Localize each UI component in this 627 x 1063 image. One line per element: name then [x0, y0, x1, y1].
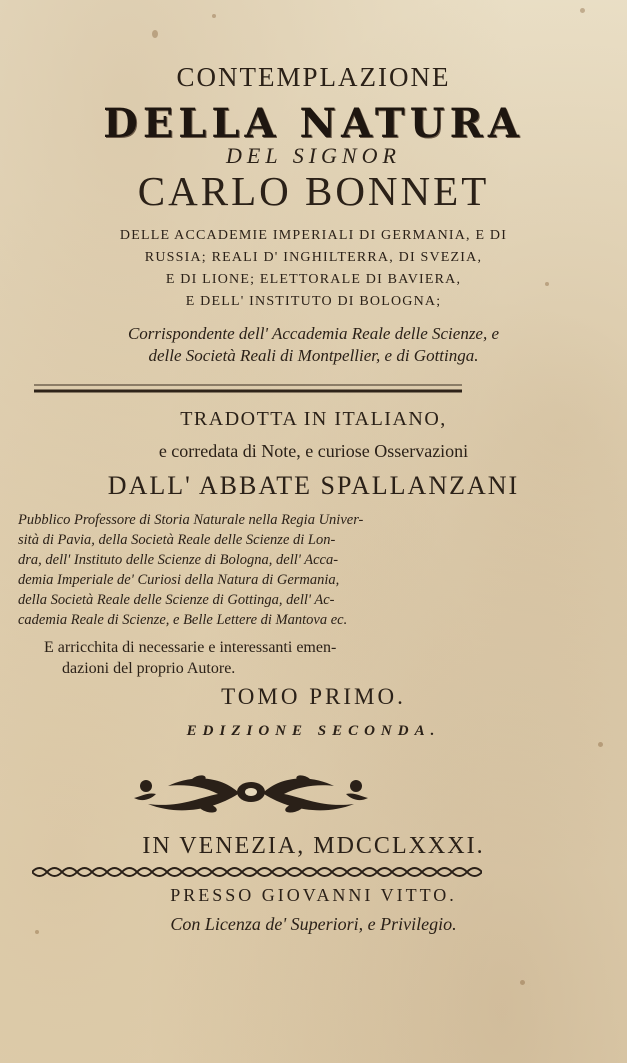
title-line-contemplazione: CONTEMPLAZIONE [176, 62, 451, 92]
translator-titles-line: demia Imperiale de' Curiosi della Natura di Germania, [18, 572, 340, 588]
place-and-year: IN VENEZIA, MDCCLXXXI. [142, 833, 485, 859]
foxing-spot [152, 30, 158, 38]
academies-line-3: E DI LIONE; ELETTORALE DI BAVIERA, [165, 272, 462, 287]
academies-line-4: E DELL' INSTITUTO DI BOLOGNA; [185, 294, 442, 309]
academies-line-2: RUSSIA; REALI D' INGHILTERRA, DI SVEZIA, [144, 250, 483, 265]
decorative-border-icon [32, 864, 482, 880]
volume-label: TOMO PRIMO. [221, 684, 406, 709]
enriched-paragraph [20, 637, 520, 679]
correspondent-line-2: delle Società Reali di Montpellier, e di Gottinga. [148, 346, 479, 365]
translator-titles-line: Pubblico Professore di Storia Naturale nella Regia Univer- [18, 512, 364, 528]
translator-titles-line: dra, dell' Instituto delle Scienze di Bologna, dell' Acca- [18, 552, 339, 568]
translator-name: DALL' ABBATE SPALLANZANI [107, 471, 520, 500]
floral-ornament-icon [128, 764, 374, 820]
enriched-line: dazioni del proprio Autore. [62, 660, 236, 677]
foxing-spot [598, 742, 603, 747]
double-rule-divider [34, 384, 462, 394]
foxing-spot [520, 980, 525, 985]
translator-titles-line: sità di Pavia, della Società Reale delle Scienze di Lon- [18, 532, 336, 548]
foxing-spot [212, 14, 216, 18]
translator-titles [18, 510, 518, 630]
publisher-line: PRESSO GIOVANNI VITTO. [170, 885, 457, 905]
academies-line-1: DELLE ACCADEMIE IMPERIALI DI GERMANIA, E DI [119, 228, 508, 243]
title-line-della-natura: DELLA NATURA [103, 100, 524, 147]
title-line-del-signor: DEL SIGNOR [226, 143, 401, 168]
author-name: CARLO BONNET [137, 168, 490, 214]
translator-titles-line: cademia Reale di Scienze, e Belle Lettere di Mantova ec. [18, 612, 348, 628]
translated-line: TRADOTTA IN ITALIANO, [180, 408, 447, 430]
translator-titles-line: della Società Reale delle Scienze di Gottinga, dell' Ac- [18, 592, 335, 608]
license-line: Con Licenza de' Superiori, e Privilegio. [170, 914, 457, 934]
notes-line: e corredata di Note, e curiose Osservazioni [158, 441, 469, 461]
enriched-line: E arricchita di necessarie e interessanti emen- [44, 639, 337, 656]
edition-label: EDIZIONE SECONDA. [186, 723, 441, 739]
foxing-spot [580, 8, 585, 13]
correspondent-line-1: Corrispondente dell' Accademia Reale delle Scienze, e [127, 324, 500, 343]
